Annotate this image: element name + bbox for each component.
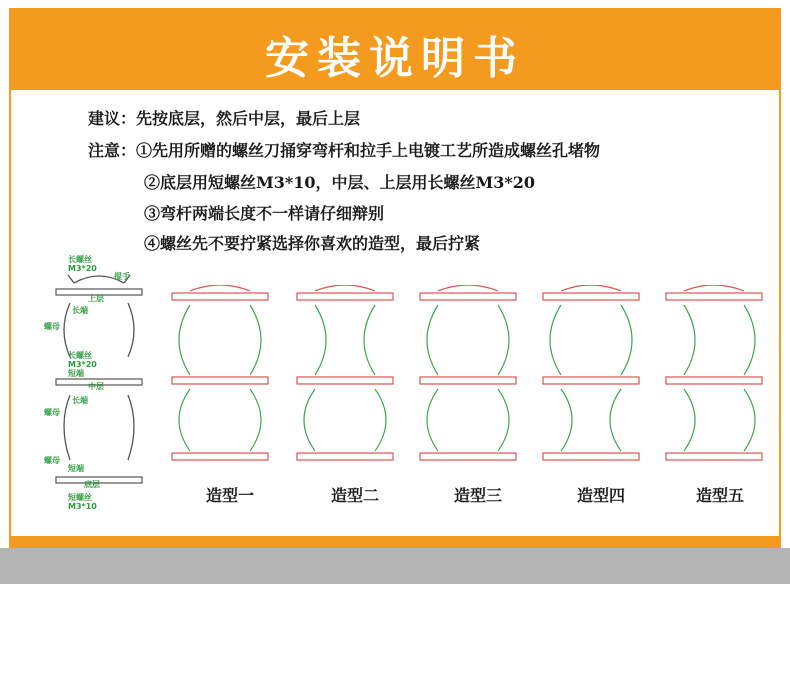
gray-footer-strip [0,548,790,584]
label-long-screw-top: 长螺丝 [68,255,92,264]
shape-5-figure [666,285,762,460]
note-1-text: 注意：①先用所赠的螺丝刀捅穿弯杆和拉手上电镀工艺所造成螺丝孔堵物 [88,141,601,160]
label-nut-2: 螺母 [44,408,60,417]
label-mid-layer: 中层 [88,382,104,391]
bottom-accent-bar [9,538,781,548]
label-long-screw-mid: 长螺丝 [68,351,92,360]
title-banner [11,10,779,90]
shape-1-caption: 造型一 [205,486,254,505]
shape-3-caption: 造型三 [453,486,502,505]
page-title: 安装说明书 [265,33,525,84]
label-long-end-2: 长端 [72,396,88,405]
shape-4-caption: 造型四 [576,486,625,505]
label-top-layer: 上层 [88,294,104,303]
shape-1-figure [172,285,268,460]
label-bottom-layer: 底层 [84,480,100,489]
shape-2-caption: 造型二 [330,486,379,505]
label-nut-1: 螺母 [44,322,60,331]
shape-5-caption: 造型五 [695,486,744,505]
shape-2-figure [297,285,393,460]
note-2-text: ②底层用短螺丝M3*10，中层、上层用长螺丝M3*20 [144,173,535,192]
label-handle: 提手 [114,272,130,281]
note-4-text: ④螺丝先不要拧紧选择你喜欢的造型，最后拧紧 [144,234,481,253]
label-nut-3: 螺母 [44,456,60,465]
assembly-diagram [44,255,154,520]
label-short-screw-size: M3*10 [68,502,97,511]
label-short-screw: 短螺丝 [68,493,92,502]
shape-4-figure [543,285,639,460]
note-3-text: ③弯杆两端长度不一样请仔细辩别 [144,204,385,223]
label-long-screw-top-size: M3*20 [68,264,97,273]
label-long-end-1: 长端 [72,306,88,315]
shape-configurations [160,285,780,470]
label-short-end-2: 短端 [68,464,84,473]
label-long-screw-mid-size: M3*20 [68,360,97,369]
advice-text: 建议：先按底层，然后中层，最后上层 [88,109,361,128]
label-short-end-1: 短端 [68,369,84,378]
shape-3-figure [420,285,516,460]
